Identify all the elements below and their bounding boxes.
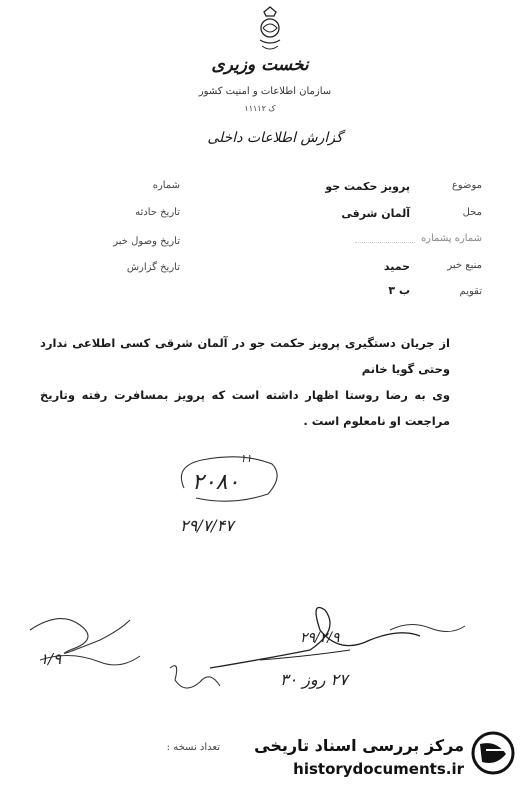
lion-and-sun-emblem-icon bbox=[254, 6, 286, 54]
watermark-url: historydocuments.ir bbox=[293, 760, 464, 778]
document-title: گزارش اطلاعات داخلی bbox=[207, 130, 343, 146]
number-prefix: ۱۱ bbox=[240, 452, 252, 465]
watermark-title: مرکز بررسی اسناد تاریخی bbox=[254, 736, 464, 755]
handwritten-date-2: ۲۷ روز ۳۰ bbox=[280, 670, 348, 689]
handwritten-date-1: ۲۹/۷/۴۷ bbox=[180, 516, 234, 535]
reference-blank bbox=[355, 242, 415, 243]
subject-label: موضوع bbox=[451, 180, 482, 191]
report-line-2: وی به رضا روستا اظهار داشته است که پرویز بمسافرت رفته وتاریخ مراجعت او نامعلوم است . bbox=[40, 388, 450, 428]
assessment-value: ب ۳ bbox=[388, 284, 410, 297]
archive-logo-icon bbox=[470, 730, 516, 776]
registration-number: ۲۰۸۰ bbox=[192, 470, 240, 495]
report-body bbox=[40, 330, 450, 434]
organization-subtitle: سازمان اطلاعات و امنیت کشور bbox=[198, 86, 332, 97]
subject-value: پرویز حکمت جو bbox=[325, 180, 410, 193]
source-value: حمید bbox=[383, 260, 410, 273]
report-line-1: از جریان دستگیری پرویز حکمت جو در آلمان شرقی کسی اطلاعی ندارد وحتی گویا خانم bbox=[40, 336, 450, 376]
number-label: شماره bbox=[152, 180, 180, 191]
location-label: محل bbox=[462, 207, 482, 218]
source-label: منبع خبر bbox=[447, 260, 482, 271]
copies-label: تعداد نسخه : bbox=[166, 742, 220, 753]
organization-name: نخست وزیری bbox=[211, 55, 309, 75]
reference-label: شماره پشماره bbox=[420, 233, 482, 244]
organization-code: ک ۱۱۱۱۲ bbox=[244, 104, 276, 113]
handwritten-date-3: ۲۹/۲/۹ bbox=[300, 630, 340, 646]
report-date-label: تاریخ گزارش bbox=[126, 262, 180, 273]
signatures-area bbox=[10, 590, 480, 730]
assessment-label: تقویم bbox=[459, 286, 482, 297]
incident-date-label: تاریخ حادثه bbox=[135, 207, 180, 218]
location-value: آلمان شرقی bbox=[341, 207, 410, 220]
receipt-date-label: تاریخ وصول خبر bbox=[113, 236, 180, 247]
side-handwritten-note: ۱/۹ bbox=[40, 650, 62, 668]
